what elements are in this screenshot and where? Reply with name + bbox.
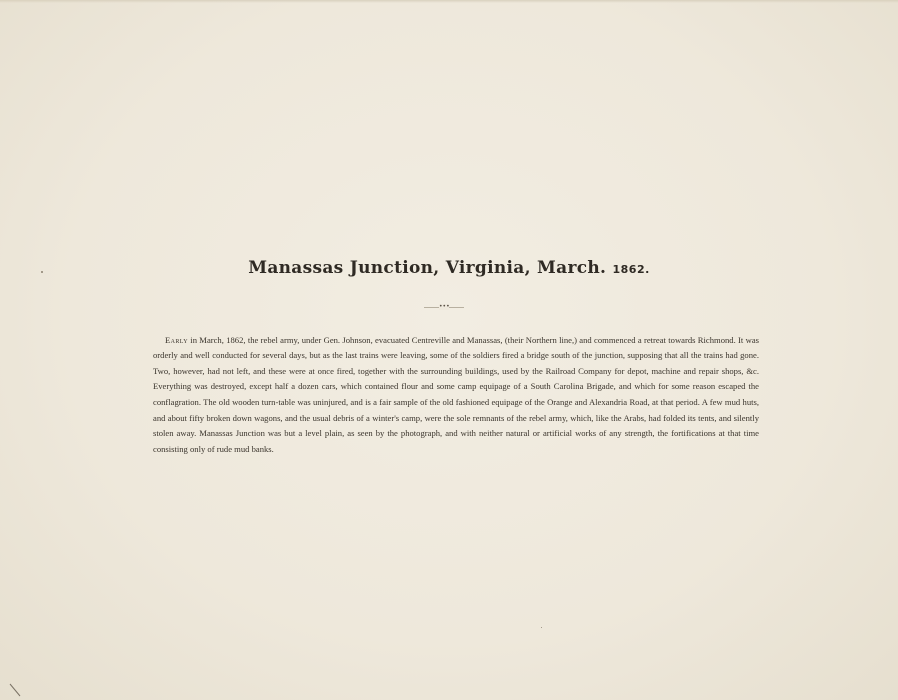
title-main: Manassas Junction, Virginia, March. <box>248 258 607 278</box>
body-paragraph <box>153 333 759 458</box>
body-text: in March, 1862, the rebel army, under Gen. Johnson, evacuated Centreville and Manassas, (their Northern line,) and commenced a retreat towards Richmond. It was orderly and well conducted for several days, but as the last trains were leaving, some of the soldiers fired a bridge south of the junction, supposing that all the trains had gone. Two, however, had not left, and these were at once fired, together with the surrounding buildings, used by the Railroad Company for depot, machine and repair shops, &c. Everything was destroyed, except half a dozen cars, which contained flour and some camp equipage of a South Carolina Brigade, and which for some reason escaped the conflagration. The old wooden turn-table was uninjured, and is a fair sample of the old fashioned equipage of the Orange and Alexandria Road, at that period. A few mud huts, and about fifty broken down wagons, and the usual debris of a winter's camp, were the sole remnants of the rebel army, which, like the Arabs, had folded its tents, and silently stolen away. Manassas Junction was but a level plain, as seen by the photograph, and with neither natural or artificial works of any strength, the fortifications at that time consisting only of rude mud banks. <box>153 334 759 454</box>
opening-word: Early <box>165 334 188 345</box>
corner-pencil-mark <box>8 683 22 697</box>
title-year: 1862. <box>612 263 650 276</box>
divider-ornament: ••• <box>439 303 450 310</box>
title-block <box>0 258 898 278</box>
page-title <box>248 258 650 278</box>
paper-speck <box>541 627 542 628</box>
page-edge <box>0 0 898 3</box>
